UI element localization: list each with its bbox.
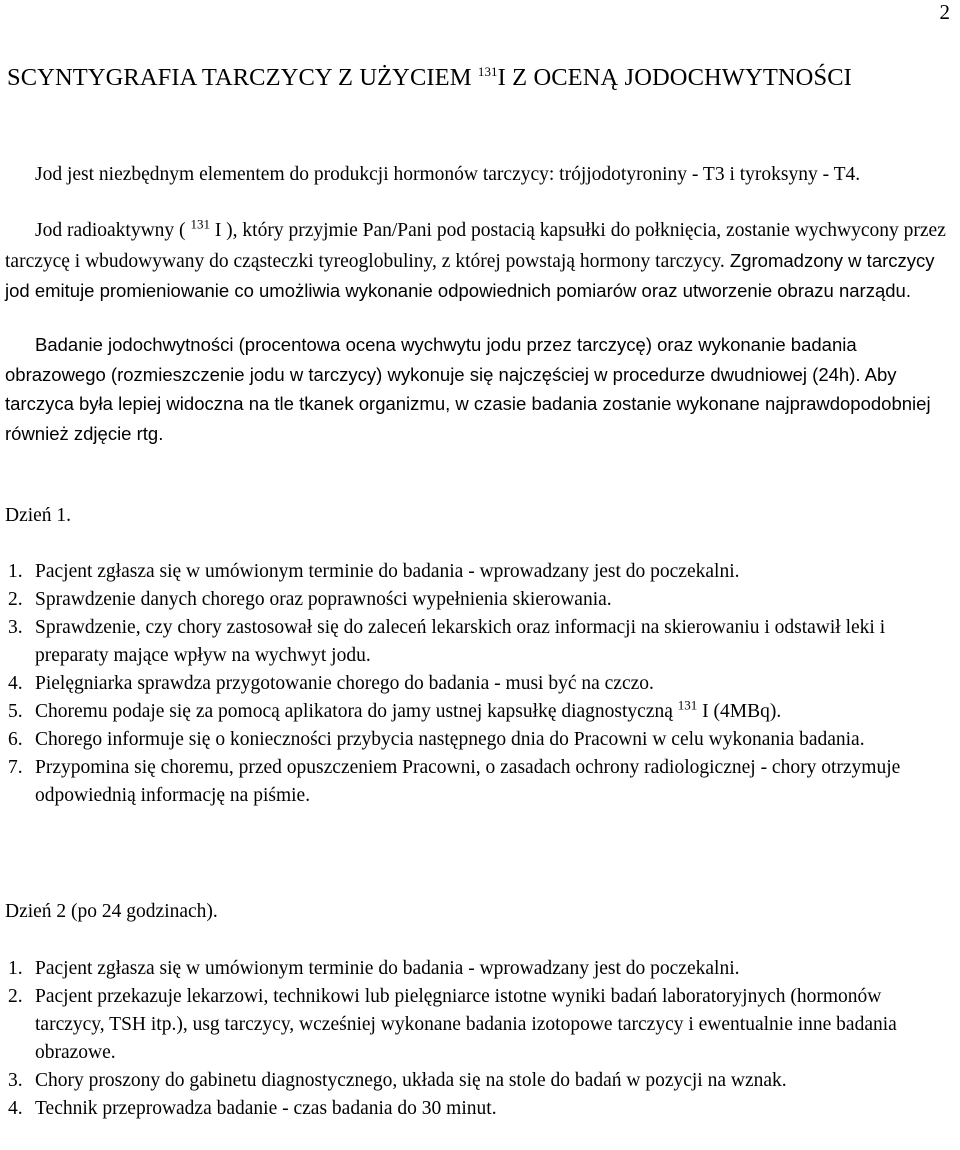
step-text: Technik przeprowadza badanie - czas badania do 30 minut. — [35, 1098, 497, 1119]
day-1-step — [5, 614, 955, 670]
intro-text-1: Jod jest niezbędnym elementem do produkcji hormonów tarczycy: trójjodotyroniny - T3 i tyroksyny - T4. — [35, 164, 861, 185]
intro-text-2 — [5, 217, 955, 307]
day-2-step — [5, 1095, 955, 1123]
intro-paragraph-3 — [5, 330, 955, 448]
step-text: Pacjent zgłasza się w umówionym terminie do badania - wprowadzany jest do poczekalni. — [35, 958, 740, 979]
day-1-step — [5, 754, 955, 810]
document-title — [7, 62, 947, 93]
step-text: Chory proszony do gabinetu diagnostycznego, układa się na stole do badań w pozycji na wznak. — [35, 1070, 787, 1091]
day-1-steps — [5, 558, 955, 810]
step-number: 3. — [8, 617, 23, 638]
step-isotope-superscript: 131 — [677, 697, 698, 713]
intro-text-3a: Badanie jodochwytności (procentowa ocena wychwytu jodu przez tarczycę) oraz wykonanie badania obrazowego (rozmieszczenie jodu w tarczycy) wykonuje się najczęściej w procedurze dwudniowej (24h). — [5, 334, 861, 385]
intro-paragraph-2 — [5, 217, 955, 307]
intro-text-3 — [5, 330, 955, 448]
intro-text-2b: I ), który przyjmie Pan/Pani pod postacią kapsułki do połknięcia, zostanie wychwycony przez tarczycę i wbudowywany do cząsteczki tyreoglobuliny, z której powstają hormony tarczycy. — [5, 220, 946, 272]
step-text: Przypomina się choremu, przed opuszczeniem Pracowni, o zasadach ochrony radiologicznej - chory otrzymuje odpowiednią informację na piśmie. — [35, 757, 901, 806]
day-2-step — [5, 1067, 955, 1095]
day-2-step — [5, 983, 955, 1067]
step-number: 6. — [8, 729, 23, 750]
intro-paragraph-1 — [5, 161, 955, 190]
step-number: 4. — [8, 1098, 23, 1119]
day-1-step — [5, 558, 955, 586]
step-text: Sprawdzenie danych chorego oraz poprawności wypełnienia skierowania. — [35, 589, 612, 610]
title-part-1: SCYNTYGRAFIA TARCZYCY Z UŻYCIEM — [7, 64, 478, 91]
step-number: 1. — [8, 561, 23, 582]
step-number: 2. — [8, 589, 23, 610]
day-2-step — [5, 955, 955, 983]
day-1-heading: Dzień 1. — [5, 505, 72, 526]
step-number: 3. — [8, 1070, 23, 1091]
day-1-step — [5, 726, 955, 754]
page-number: 2 — [939, 0, 950, 24]
title-part-2: I Z OCENĄ JODOCHWYTNOŚCI — [497, 64, 852, 91]
intro-text-2c: Zgromadzony w tarczycy jod emituje promieniowanie co umożliwia wykonanie odpowiednich pomiarów oraz utworzenie obrazu narządu. — [5, 249, 935, 301]
day-2-heading: Dzień 2 (po 24 godzinach). — [5, 901, 218, 922]
step-text: Pacjent zgłasza się w umówionym terminie do badania - wprowadzany jest do poczekalni. — [35, 561, 740, 582]
step-number: 2. — [8, 986, 23, 1007]
step-text: Pielęgniarka sprawdza przygotowanie chorego do badania - musi być na czczo. — [35, 673, 654, 694]
intro-isotope-superscript: 131 — [190, 216, 210, 232]
step-number: 5. — [8, 701, 23, 722]
step-number: 4. — [8, 673, 23, 694]
day-1-step — [5, 698, 955, 726]
title-isotope-superscript: 131 — [477, 63, 498, 79]
day-1-step — [5, 586, 955, 614]
step-text-cont: I (4MBq). — [697, 701, 782, 722]
step-text: Chorego informuje się o konieczności przybycia następnego dnia do Pracowni w celu wykonania badania. — [35, 729, 865, 750]
step-number: 1. — [8, 958, 23, 979]
day-1-step — [5, 670, 955, 698]
day-2-steps — [5, 955, 955, 1123]
step-text: Pacjent przekazuje lekarzowi, technikowi lub pielęgniarce istotne wyniki badań laboratoryjnych (hormonów tarczycy, TSH itp.), usg tarczycy, wcześniej wykonane badania izotopowe tarczycy i ewentualnie inne badania obrazowe. — [35, 986, 897, 1063]
step-text: Choremu podaje się za pomocą aplikatora do jamy ustnej kapsułkę diagnostyczną — [35, 701, 678, 722]
step-number: 7. — [8, 757, 23, 778]
intro-text-2a: Jod radioaktywny ( — [35, 220, 191, 241]
intro-text-3b: Aby tarczyca była lepiej widoczna na tle tkanek organizmu, w czasie badania zostanie wykonane najprawdopodobniej również zdjęcie rtg. — [5, 363, 931, 444]
step-text: Sprawdzenie, czy chory zastosował się do zaleceń lekarskich oraz informacji na skierowaniu i odstawił leki i preparaty mające wpływ na wychwyt jodu. — [35, 617, 886, 666]
